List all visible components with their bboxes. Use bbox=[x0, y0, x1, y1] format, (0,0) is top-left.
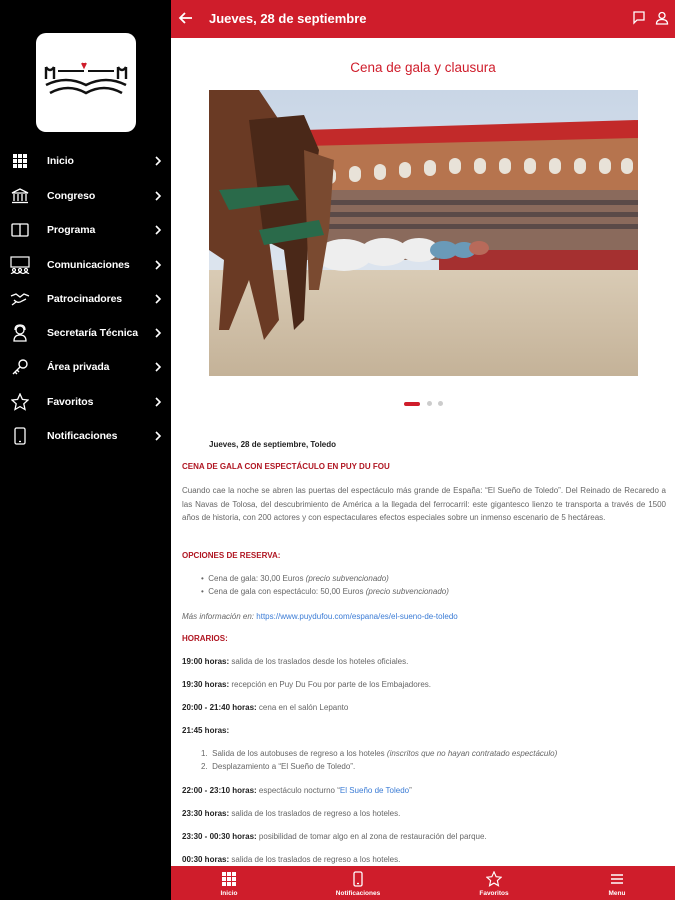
schedule-row bbox=[182, 830, 487, 843]
bottom-tab-label: Notificaciones bbox=[335, 890, 381, 897]
sidebar-item-favoritos[interactable] bbox=[0, 385, 171, 419]
chevron-right-icon bbox=[153, 361, 163, 373]
schedule-text: salida de los traslados desde los hoteles oficiales. bbox=[229, 657, 409, 666]
sidebar-item-label: Favoritos bbox=[47, 396, 94, 408]
schedule-row bbox=[182, 784, 412, 797]
star-icon bbox=[10, 392, 30, 412]
key-icon bbox=[10, 357, 30, 377]
bottom-tab-label: Menu bbox=[608, 890, 626, 897]
schedule-time: 21:45 horas: bbox=[182, 726, 230, 735]
event-photo[interactable] bbox=[209, 90, 638, 376]
sidebar-item-area-privada[interactable] bbox=[0, 350, 171, 384]
sublist-text: Desplazamiento a “El Sueño de Toledo”. bbox=[212, 762, 356, 771]
sidebar-item-congreso[interactable] bbox=[0, 179, 171, 213]
schedule-text: salida de los traslados de regreso a los hoteles. bbox=[229, 809, 401, 818]
schedule-time: 19:00 horas: bbox=[182, 657, 230, 666]
congress-logo bbox=[36, 33, 136, 132]
sidebar-item-comunicaciones[interactable] bbox=[0, 248, 171, 282]
sublist-item: 1. Salida de los autobuses de regreso a los hoteles (inscritos que no hayan contratado espectáculo) bbox=[201, 749, 558, 758]
event-detail bbox=[171, 38, 675, 866]
schedule-link[interactable]: El Sueño de Toledo bbox=[339, 786, 410, 795]
feedback-icon[interactable] bbox=[632, 11, 646, 25]
schedule-time: 23:30 horas: bbox=[182, 809, 230, 818]
schedule-time: 20:00 - 21:40 horas: bbox=[182, 703, 257, 712]
sidebar-item-patrocinadores[interactable] bbox=[0, 282, 171, 316]
bottom-tab-notificaciones[interactable] bbox=[308, 866, 408, 900]
sublist-text: Salida de los autobuses de regreso a los hoteles bbox=[212, 749, 387, 758]
sidebar bbox=[0, 0, 171, 900]
chevron-right-icon bbox=[153, 293, 163, 305]
sidebar-item-label: Notificaciones bbox=[47, 430, 118, 442]
schedule-text: posibilidad de tomar algo en al zona de restauración del parque. bbox=[256, 832, 487, 841]
chevron-right-icon bbox=[153, 327, 163, 339]
carousel-dot[interactable] bbox=[427, 401, 432, 406]
building-icon bbox=[10, 186, 30, 206]
bullet: • bbox=[201, 574, 204, 583]
option-item bbox=[201, 585, 449, 598]
bottom-tab-label: Inicio bbox=[220, 890, 238, 897]
bottom-tab-inicio[interactable] bbox=[179, 866, 279, 900]
support-agent-icon bbox=[10, 323, 30, 343]
schedule-text: recepción en Puy Du Fou por parte de los Embajadores. bbox=[229, 680, 432, 689]
sublist-note: (inscritos que no hayan contratado espectáculo) bbox=[386, 749, 558, 758]
schedule-row bbox=[182, 655, 408, 668]
chevron-right-icon bbox=[153, 155, 163, 167]
bottom-tab-menu[interactable] bbox=[567, 866, 667, 900]
option-text: Cena de gala con espectáculo: 50,00 Euros bbox=[208, 587, 366, 596]
sidebar-item-label: Comunicaciones bbox=[47, 259, 130, 271]
chevron-right-icon bbox=[153, 190, 163, 202]
back-arrow-icon[interactable] bbox=[177, 9, 195, 27]
presentation-icon bbox=[10, 255, 30, 275]
user-icon[interactable] bbox=[655, 11, 669, 25]
event-heading: CENA DE GALA CON ESPECTÁCULO EN PUY DU FOU bbox=[182, 462, 390, 471]
more-info-label: Más información en: bbox=[182, 612, 257, 621]
sublist-item: 2. Desplazamiento a “El Sueño de Toledo”. bbox=[201, 762, 356, 771]
phone-icon bbox=[10, 426, 30, 446]
schedule-row bbox=[182, 853, 400, 866]
option-text: Cena de gala: 30,00 Euros bbox=[208, 574, 306, 583]
sidebar-item-secretaria-tecnica[interactable] bbox=[0, 316, 171, 350]
chevron-right-icon bbox=[153, 396, 163, 408]
carousel-dot-active[interactable] bbox=[404, 402, 420, 406]
sidebar-item-label: Patrocinadores bbox=[47, 293, 123, 305]
chevron-right-icon bbox=[153, 224, 163, 236]
schedule-heading: HORARIOS: bbox=[182, 634, 228, 643]
bottom-tab-favoritos[interactable] bbox=[444, 866, 544, 900]
event-title: Cena de gala y clausura bbox=[350, 60, 496, 75]
app-header bbox=[171, 0, 675, 38]
schedule-time: 00:30 horas: bbox=[182, 855, 230, 864]
sidebar-item-inicio[interactable] bbox=[0, 144, 171, 178]
handshake-icon bbox=[10, 289, 30, 309]
sidebar-item-notificaciones[interactable] bbox=[0, 419, 171, 453]
schedule-row bbox=[182, 724, 229, 737]
schedule-time: 22:00 - 23:10 horas: bbox=[182, 786, 257, 795]
schedule-row bbox=[182, 807, 400, 820]
page-title: Jueves, 28 de septiembre bbox=[209, 11, 367, 26]
schedule-row bbox=[182, 678, 431, 691]
carousel-indicators bbox=[404, 400, 454, 408]
bottom-navigation bbox=[171, 866, 675, 900]
phone-icon bbox=[350, 871, 366, 887]
schedule-text: cena en el salón Lepanto bbox=[256, 703, 349, 712]
sidebar-item-label: Programa bbox=[47, 224, 96, 236]
bullet: • bbox=[201, 587, 204, 596]
chevron-right-icon bbox=[153, 430, 163, 442]
schedule-text-after: ” bbox=[409, 786, 412, 795]
carousel-dot[interactable] bbox=[438, 401, 443, 406]
more-info-link[interactable]: https://www.puydufou.com/espana/es/el-sueno-de-toledo bbox=[256, 612, 458, 621]
sidebar-item-label: Congreso bbox=[47, 190, 96, 202]
menu-icon bbox=[609, 871, 625, 887]
bottom-tab-label: Favoritos bbox=[479, 890, 509, 897]
sidebar-item-label: Área privada bbox=[47, 361, 110, 373]
schedule-text: salida de los traslados de regreso a los hoteles. bbox=[229, 855, 401, 864]
schedule-time: 23:30 - 00:30 horas: bbox=[182, 832, 257, 841]
sidebar-item-programa[interactable] bbox=[0, 213, 171, 247]
event-date-line: Jueves, 28 de septiembre, Toledo bbox=[209, 440, 337, 449]
option-note: (precio subvencionado) bbox=[365, 587, 449, 596]
book-icon bbox=[10, 220, 30, 240]
event-description: Cuando cae la noche se abren las puertas del espectáculo más grande de España: “El Sueño de Toledo”. Del Reinado de Recaredo a las Navas de Tolosa, del descubrimiento de América a la llegada del ferrocarril: este gigantesco lienzo te transporta a través de 1500 años de historia, con 200 actores y con espectaculares efectos especiales sobre un inmenso escenario de 5 hectáreas. bbox=[182, 486, 666, 522]
chevron-right-icon bbox=[153, 259, 163, 271]
option-note: (precio subvencionado) bbox=[305, 574, 389, 583]
grid-icon bbox=[221, 871, 237, 887]
sidebar-item-label: Secretaría Técnica bbox=[47, 327, 139, 339]
sidebar-item-label: Inicio bbox=[47, 155, 74, 167]
options-heading: OPCIONES DE RESERVA: bbox=[182, 551, 281, 560]
grid-icon bbox=[10, 151, 30, 171]
schedule-row bbox=[182, 701, 348, 714]
schedule-time: 19:30 horas: bbox=[182, 680, 230, 689]
more-info bbox=[182, 610, 458, 623]
star-icon bbox=[486, 871, 502, 887]
schedule-text: espectáculo nocturno “ bbox=[256, 786, 340, 795]
option-item bbox=[201, 572, 389, 585]
